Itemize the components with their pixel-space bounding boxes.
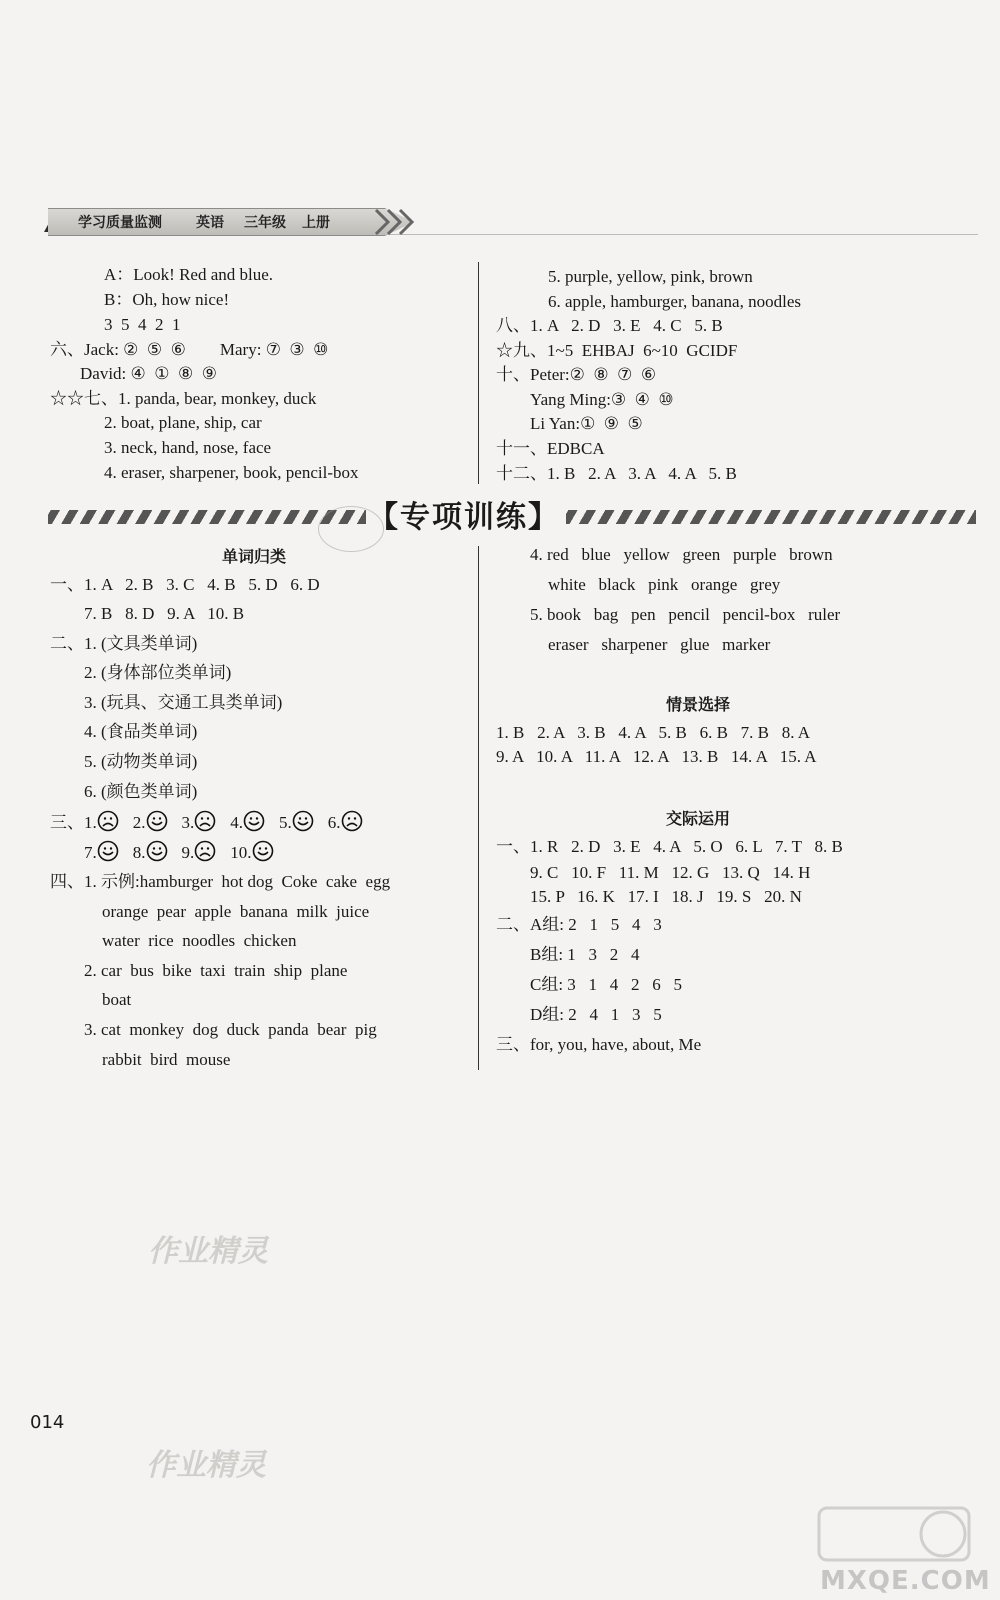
sc-line2: 9. A 10. A 11. A 12. A 13. B 14. A 15. A: [496, 747, 817, 766]
q7-answer-2: 2. boat, plane, ship, car: [104, 413, 262, 432]
smiley-face-icon: [146, 840, 168, 867]
stationery-line2: eraser sharpener glue marker: [548, 635, 771, 654]
wc-q2-item5: 5. (动物类单词): [84, 752, 198, 771]
face-item: [133, 840, 168, 867]
face-item: [84, 840, 119, 867]
q7-answer-1: ☆☆七、1. panda, bear, monkey, duck: [50, 389, 317, 408]
wc-q4-3-line2: rabbit bird mouse: [102, 1050, 231, 1069]
sad-face-icon: [341, 810, 363, 837]
wc-q4-3-line1: 3. cat monkey dog duck panda bear pig: [84, 1020, 377, 1039]
wc-q3-prefix: 三、: [50, 813, 84, 832]
face-label: 9.: [181, 843, 195, 862]
q6-answer: 六、Jack: ② ⑤ ⑥ Mary: ⑦ ③ ⑩: [50, 340, 329, 359]
smiley-face-icon: [146, 810, 168, 837]
grade-label: 三年级: [244, 215, 286, 231]
face-item: [182, 840, 217, 867]
title-band-right: [566, 510, 976, 524]
face-item: [328, 810, 363, 837]
comm-q1-line3: 15. P 16. K 17. I 18. J 19. S 20. N: [530, 887, 802, 906]
comm-q1-line2: 9. C 10. F 11. M 12. G 13. Q 14. H: [530, 863, 811, 882]
q10-yangming-answer: Yang Ming:③ ④ ⑩: [530, 390, 674, 409]
sad-face-icon: [194, 840, 216, 867]
q10-peter-answer: 十、Peter:② ⑧ ⑦ ⑥: [496, 365, 657, 384]
faces-row-2: [84, 840, 464, 868]
smiley-face-icon: [252, 840, 274, 867]
face-item: [133, 810, 168, 837]
q12-answer: 十二、1. B 2. A 3. A 4. A 5. B: [496, 464, 737, 483]
wc-q2-item3: 3. (玩具、交通工具类单词): [84, 693, 283, 712]
wc-q4-line1: 四、1. 示例:hamburger hot dog Coke cake egg: [50, 872, 391, 891]
heading-word-classification: 单词归类: [222, 547, 287, 566]
header-rule: [48, 234, 978, 235]
top-column-divider: [478, 262, 479, 484]
q9-answer: ☆九、1~5 EHBAJ 6~10 GCIDF: [496, 341, 738, 360]
colors-line2: white black pink orange grey: [548, 575, 781, 594]
face-label: 7.: [84, 843, 97, 862]
face-item: [230, 810, 265, 837]
q6-david-answer: David: ④ ① ⑧ ⑨: [80, 364, 217, 383]
face-label: 10.: [230, 843, 252, 862]
wc-q2-item6: 6. (颜色类单词): [84, 782, 198, 801]
comm-q1-line1: 一、1. R 2. D 3. E 4. A 5. O 6. L 7. T 8. B: [496, 837, 843, 856]
book-title: 学习质量监测: [78, 215, 162, 231]
volume-label: 上册: [302, 215, 330, 231]
face-label: 5.: [279, 813, 292, 832]
face-item: [84, 810, 119, 837]
q7-answer-3: 3. neck, hand, nose, face: [104, 438, 272, 457]
face-label: 3.: [181, 813, 195, 832]
watermark-2: 作业精灵: [146, 1448, 266, 1483]
face-item: [279, 810, 314, 837]
q11-answer: 十一、EDBCA: [496, 439, 605, 458]
colors-line1: 4. red blue yellow green purple brown: [530, 545, 833, 564]
dialog-line-b: B：Oh, how nice!: [104, 290, 230, 309]
face-item: [182, 810, 217, 837]
wc-q2-item1: 二、1. (文具类单词): [50, 634, 198, 653]
q7-answer-6: 6. apple, hamburger, banana, noodles: [548, 292, 801, 311]
smiley-face-icon: [97, 840, 119, 867]
sad-face-icon: [97, 810, 119, 837]
corner-watermark-text: MXQE.COM: [820, 1566, 991, 1596]
dialog-line-a: A：Look! Red and blue.: [104, 265, 274, 284]
face-label: 6.: [327, 813, 341, 832]
bottom-column-divider: [478, 546, 479, 1070]
comm-q2-b: B组: 1 3 2 4: [530, 945, 640, 964]
subject-label: 英语: [196, 215, 224, 231]
wc-q4-2-line1: 2. car bus bike taxi train ship plane: [84, 961, 348, 980]
order-answer: 3 5 4 2 1: [104, 315, 181, 334]
smiley-face-icon: [243, 810, 265, 837]
q7-answer-5: 5. purple, yellow, pink, brown: [548, 267, 753, 286]
wc-q2-item4: 4. (食品类单词): [84, 722, 198, 741]
q7-answer-4: 4. eraser, sharpener, book, pencil-box: [104, 463, 359, 482]
face-label: 2.: [132, 813, 146, 832]
wc-q4-2-line2: boat: [102, 990, 132, 1009]
heading-situational-choice: 情景选择: [666, 695, 731, 714]
section-title: 【专项训练】: [368, 500, 560, 535]
face-item: [230, 840, 273, 867]
comm-q3: 三、for, you, have, about, Me: [496, 1035, 702, 1054]
face-label: 1.: [84, 813, 97, 832]
wc-q4-line2: orange pear apple banana milk juice: [102, 902, 370, 921]
q8-answer: 八、1. A 2. D 3. E 4. C 5. B: [496, 316, 723, 335]
face-label: 8.: [132, 843, 146, 862]
sc-line1: 1. B 2. A 3. B 4. A 5. B 6. B 7. B 8. A: [496, 723, 811, 742]
comm-q2-d: D组: 2 4 1 3 5: [530, 1005, 662, 1024]
heading-communication: 交际运用: [666, 809, 731, 828]
wc-q2-item2: 2. (身体部位类单词): [84, 663, 232, 682]
stationery-line1: 5. book bag pen pencil pencil-box ruler: [530, 605, 841, 624]
chevron-arrows-icon: [372, 208, 418, 236]
wc-q1-line2: 7. B 8. D 9. A 10. B: [84, 604, 245, 623]
watermark-1: 作业精灵: [148, 1234, 268, 1269]
page-number: 014: [30, 1412, 65, 1433]
face-label: 4.: [230, 813, 243, 832]
faces-row-1: [84, 810, 464, 838]
smiley-face-icon: [292, 810, 314, 837]
q10-liyan-answer: Li Yan:① ⑨ ⑤: [530, 414, 643, 433]
sad-face-icon: [194, 810, 216, 837]
wc-q1-line1: 一、1. A 2. B 3. C 4. B 5. D 6. D: [50, 575, 320, 594]
wc-q4-line3: water rice noodles chicken: [102, 931, 297, 950]
comm-q2-c: C组: 3 1 4 2 6 5: [530, 975, 683, 994]
comm-q2-a: 二、A组: 2 1 5 4 3: [496, 915, 662, 934]
